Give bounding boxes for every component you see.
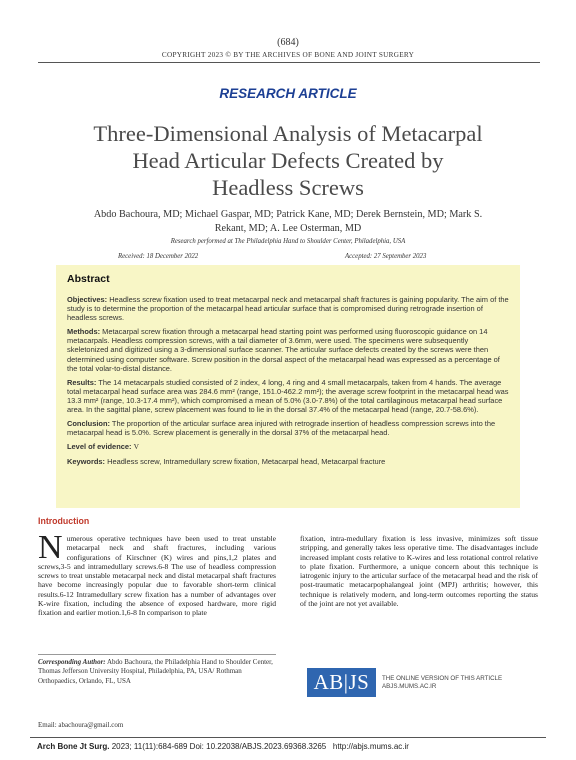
title-line: Three-Dimensional Analysis of Metacarpal [93, 121, 483, 146]
header-rule [38, 62, 540, 63]
introduction-heading: Introduction [38, 516, 90, 526]
abstract-evidence [67, 442, 511, 451]
author-list [60, 208, 516, 236]
abstract-conclusion [67, 419, 511, 437]
introduction-right-column: fixation, intra-medullary fixation is less invasive, minimizes soft tissue stripping, and generally takes less operative time. The disadvantages include increased implant costs relative to K-wires and less rotational control relative to plate fixation. Furthermore, a unique concern about this technique is iatrogenic injury to the articular surface of the metacarpal head and the risk of post-traumatic metacarpophalangeal joint (MPJ) arthritis; however, this technique is relatively modern, and long-term outcomes reporting the status of the joint are not yet available. [300, 534, 538, 608]
corresponding-email[interactable]: Email: abachoura@gmail.com [38, 721, 124, 729]
title-line: Head Articular Defects Created by [132, 148, 444, 173]
introduction-left-text: umerous operative techniques have been used to treat unstable metacarpal neck and shaft fractures, including various configurations of Kirschner (K) wires and pins,1,2 plates and screws,3-5 and intramedullary screws.6-8 The use of headless compression screws to treat unstable metacarpal neck and distal metacarpal shaft fractures have become increasingly popular due to favorable short-term clinical results.6-12 Intramedullary screw fixation has a number of advantages over K-wire fixation, including the absence of exposed hardware, more rigid fixation and earlier motion.1,6-8 In comparison to plate [38, 534, 276, 617]
introduction-left-column [38, 529, 276, 617]
methods-text: Metacarpal screw fixation through a metacarpal head starting point was performed using fluoroscopic guidance on 14 metacarpals. Headless compression screws, with a tail diameter of 3.6mm, were used. The specimens were subsequently skeletonized and digitized using a 3-dimensional surface scanner. The articular surface defects created by the screws were then determined using computer software. Screw position in the dorsal aspect of the metacarpal head was expressed as a percentage of the total volar-to-distal distance. [67, 327, 500, 373]
copyright-line: COPYRIGHT 2023 © BY THE ARCHIVES OF BONE AND JOINT SURGERY [161, 51, 415, 59]
corresponding-author [38, 658, 278, 686]
author-line: Rekant, MD; A. Lee Osterman, MD [214, 223, 362, 234]
objectives-label: Objectives: [67, 295, 108, 304]
footer-doi: 2023; 11(11):684-689 Doi: 10.22038/ABJS.2023.69368.3265 [111, 742, 327, 751]
footer-rule [30, 737, 546, 738]
online-version-note [382, 675, 502, 691]
page-number: (684) [277, 37, 299, 48]
article-type: RESEARCH ARTICLE [219, 86, 357, 101]
title-line: Headless Screws [212, 175, 364, 200]
footer-citation [37, 742, 409, 751]
author-line: Abdo Bachoura, MD; Michael Gaspar, MD; Patrick Kane, MD; Derek Bernstein, MD; Mark S. [93, 209, 483, 220]
abstract-box [56, 265, 520, 508]
evidence-value: V [133, 442, 139, 452]
abstract-objectives [67, 295, 511, 322]
keywords-label: Keywords: [67, 457, 106, 467]
corresponding-rule [38, 654, 276, 655]
abstract-methods [67, 327, 511, 372]
results-text: The 14 metacarpals studied consisted of 2 index, 4 long, 4 ring and 4 small metacarpals, taken from 4 hands. The average total metacarpal head surface area was 284.6 mm² (range, 151.0-462.2 mm²); the average screw footprint in the metacarpal head was 13.3 mm² (range, 10.3-17.4 mm²), which compromised a mean of 5.0% (3.0-7.8%) of the total cartilaginous metacarpal head surface area. In the sagittal plane, screw placement was found to lie in the dorsal 37.4% of the metacarpal head (range, 20.7-58.6%). [67, 377, 509, 415]
accepted-date: Accepted: 27 September 2023 [345, 253, 427, 260]
drop-cap: N [38, 529, 63, 566]
corresponding-text: Abdo Bachoura, the Philadelphia Hand to Shoulder Center, Thomas Jefferson University Hospital, Philadelphia, PA, USA/ Rothman Orthopaedics, Orlando, FL, USA [38, 658, 273, 685]
evidence-label: Level of evidence: [67, 442, 132, 452]
affiliation: Research performed at The Philadelphia Hand to Shoulder Center, Philadelphia, USA [170, 238, 406, 245]
article-title [58, 120, 518, 201]
abjs-logo [307, 668, 376, 697]
logo-text: AB|JS [313, 670, 370, 694]
methods-label: Methods: [67, 327, 101, 337]
online-url[interactable]: ABJS.MUMS.AC.IR [382, 683, 437, 690]
online-line: THE ONLINE VERSION OF THIS ARTICLE [382, 675, 503, 682]
abstract-heading: Abstract [67, 273, 110, 285]
objectives-text: Headless screw fixation used to treat metacarpal neck and metacarpal shaft fractures is gaining popularity. The aim of the study is to determine the proportion of the metacarpal head articular surface that is compromised during retrograde insertion of headless screws. [67, 295, 509, 323]
conclusion-text: The proportion of the articular surface area injured with retrograde insertion of headless compression screws into the metacarpal head is 5.0%. Screw placement is generally in the dorsal 37% of the metacarpal head. [67, 419, 496, 438]
received-date: Received: 18 December 2022 [118, 253, 199, 260]
corresponding-label: Corresponding Author: [38, 658, 106, 666]
abstract-keywords [67, 457, 511, 466]
keywords-text: Headless screw, Intramedullary screw fixation, Metacarpal head, Metacarpal fracture [107, 457, 386, 467]
abstract-results [67, 378, 511, 414]
footer-journal: Arch Bone Jt Surg. [37, 742, 110, 751]
footer-url[interactable]: http://abjs.mums.ac.ir [332, 742, 409, 751]
results-label: Results: [67, 377, 97, 387]
conclusion-label: Conclusion: [67, 419, 110, 429]
